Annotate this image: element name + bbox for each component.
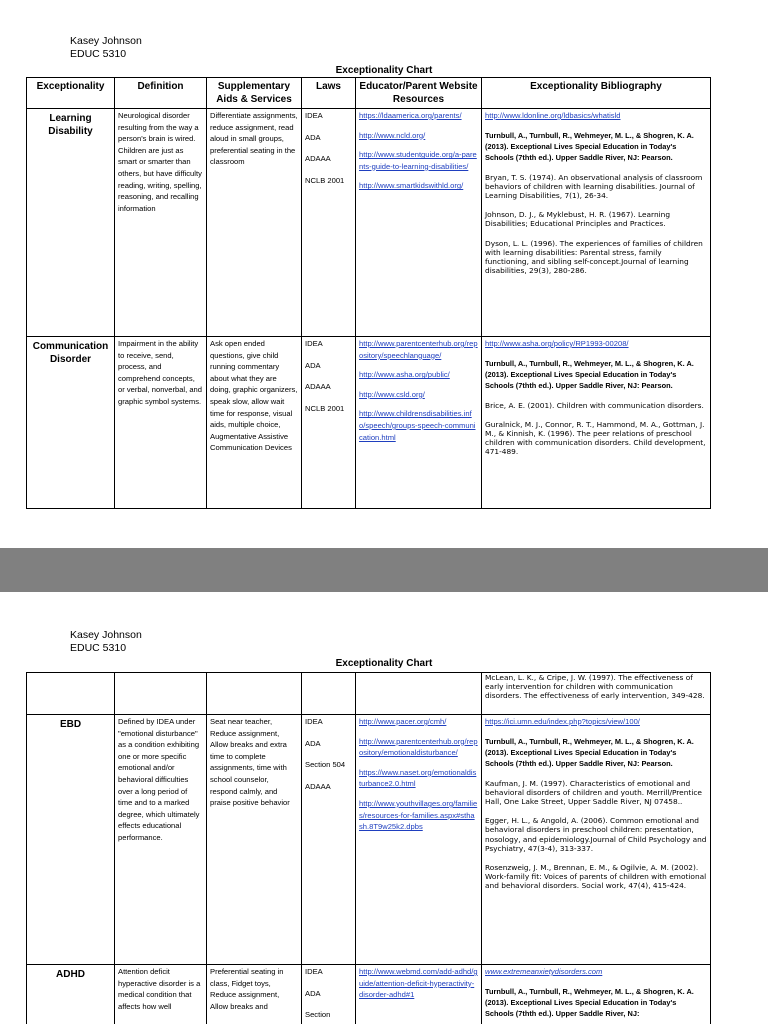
bibliography-entry: Dyson, L. L. (1996). The experiences of families of children with learning disabilities: Parental stress, family functioning, and sibling self-concept.Journal of learning disabilities, 29(3), 280-286. — [485, 238, 703, 276]
column-header: Educator/Parent Website Resources — [356, 78, 482, 109]
chart-title: Exceptionality Chart — [335, 658, 433, 669]
laws-cell: IDEA ADA ADAAA NCLB 2001 — [302, 337, 356, 509]
document-page-2 — [0, 592, 768, 1024]
column-header: Exceptionality Bibliography — [482, 78, 711, 109]
resource-link[interactable]: http://www.smartkidswithld.org/ — [359, 181, 464, 191]
bibliography-entry: Rosenzweig, J. M., Brennan, E. M., & Ogilvie, A. M. (2002). Work-family fit: Voices of parents of children with emotional and behavioral disorders. Social work, 47(4), 415-424. — [485, 863, 707, 891]
author-header — [70, 35, 142, 61]
laws-cell: IDEA ADA Section 504 ADAAA — [302, 715, 356, 965]
resource-link[interactable]: http://www.pacer.org/cmh/ — [359, 717, 447, 726]
bibliography-entry: Guralnick, M. J., Connor, R. T., Hammond, M. A., Gottman, J. M., & Kinnish, K. (1996). The peer relations of preschool children with communication disorders. Child development, 471-489. — [485, 419, 706, 457]
column-header: Supplementary Aids & Services — [207, 78, 302, 109]
author-header — [70, 629, 142, 655]
aids-cell: Seat near teacher, Reduce assignment, Allow breaks and extra time to complete assignments, time with school counselor, respond calmly, and praise positive behavior — [207, 715, 302, 965]
bibliography-link[interactable]: www.extremeanxietydisorders.com — [485, 967, 603, 976]
table-row — [27, 109, 711, 337]
bibliography-link[interactable]: http://www.asha.org/policy/RP1993-00208/ — [485, 339, 629, 348]
bibliography-entry: Turnbull, A., Turnbull, R., Wehmeyer, M. L., & Shogren, K. A. (2013). Exceptional Lives Special Education in Today's Schools (7thth ed.). Upper Saddle River, NJ: Pearson. — [485, 358, 694, 390]
resource-link[interactable]: https://ldaamerica.org/parents/ — [359, 111, 462, 120]
exceptionality-name: ADHD — [27, 965, 115, 1024]
aids-cell: Differentiate assignments, reduce assignment, read aloud in small groups, preferential seating in the classroom — [207, 109, 302, 337]
resources-cell — [356, 109, 482, 337]
author-name: Kasey Johnson — [70, 629, 142, 641]
bibliography-cell — [482, 715, 711, 965]
bibliography-cell — [482, 337, 711, 509]
definition-cell: Impairment in the ability to receive, send, process, and comprehend concepts, or verbal, nonverbal, and graphic symbol systems. — [115, 337, 207, 509]
column-header: Exceptionality — [27, 78, 115, 109]
bibliography-entry: Kaufman, J. M. (1997). Characteristics of emotional and behavioral disorders of children and youth. Merrill/Prentice Hall, One Lake Street, Upper Saddle River, NJ 07458.. — [485, 778, 702, 806]
bibliography-cell — [482, 673, 711, 715]
exceptionality-name: Communication Disorder — [27, 337, 115, 509]
resource-link[interactable]: http://www.asha.org/public/ — [359, 370, 450, 380]
definition-cell: Defined by IDEA under "emotional disturbance" as a condition exhibiting one or more specific emotional and/or behavioral difficulties over a long period of time and to a marked degree, which ultimately effects educational performance. — [115, 715, 207, 965]
author-name: Kasey Johnson — [70, 35, 142, 47]
resource-link[interactable]: http://www.childrensdisabilities.info/speech/groups-speech-communication.html — [359, 409, 476, 442]
definition-cell: Attention deficit hyperactive disorder is a medical condition that affects how well — [115, 965, 207, 1024]
table-row — [27, 337, 711, 509]
resource-link[interactable]: https://www.naset.org/emotionaldisturbance2.0.html — [359, 767, 477, 789]
resource-link[interactable]: http://www.parentcenterhub.org/repository/speechlanguage/ — [359, 339, 478, 360]
bibliography-entry: Turnbull, A., Turnbull, R., Wehmeyer, M. L., & Shogren, K. A. (2013). Exceptional Lives Special Education in Today's Schools (7thth ed.). Upper Saddle River, NJ: Pearson. — [485, 130, 694, 162]
resources-cell — [356, 337, 482, 509]
resource-link[interactable]: http://www.parentcenterhub.org/repository/emotionaldisturbance/ — [359, 736, 478, 758]
definition-cell: Neurological disorder resulting from the way a person's brain is wired. Children are just as smart or smarter than others, but have difficulty reading, writing, spelling, reasoning, and recalling information — [115, 109, 207, 337]
bibliography-entry: Bryan, T. S. (1974). An observational analysis of classroom behaviors of children with learning disabilities. Journal of Learning Disabilities, 7(1), 26-34. — [485, 172, 703, 200]
table-row — [27, 715, 711, 965]
course-code: EDUC 5310 — [70, 48, 127, 60]
table-row — [27, 965, 711, 1024]
resource-link[interactable]: http://www.ncld.org/ — [359, 130, 426, 140]
bibliography-entry: Johnson, D. J., & Myklebust, H. R. (1967). Learning Disabilities; Educational Principles and Practices. — [485, 210, 671, 229]
resources-cell — [356, 715, 482, 965]
bibliography-entry: Turnbull, A., Turnbull, R., Wehmeyer, M. L., & Shogren, K. A. (2013). Exceptional Lives Special Education in Today's Schools (7thth ed.). Upper Saddle River, NJ: Pearson. — [485, 736, 694, 768]
column-header: Laws — [302, 78, 356, 109]
table-row-continued — [27, 673, 711, 715]
laws-cell: IDEA ADA ADAAA NCLB 2001 — [302, 109, 356, 337]
chart-title: Exceptionality Chart — [335, 65, 433, 76]
bibliography-entry: Brice, A. E. (2001). Children with communication disorders. — [485, 400, 704, 410]
resource-link[interactable]: http://www.webmd.com/add-adhd/guide/attention-deficit-hyperactivity-disorder-adhd#1 — [359, 967, 478, 1000]
resources-cell — [356, 965, 482, 1024]
course-code: EDUC 5310 — [70, 642, 127, 654]
bibliography-link[interactable]: https://ici.umn.edu/index.php?topics/view/100/ — [485, 717, 640, 726]
bibliography-entry: Turnbull, A., Turnbull, R., Wehmeyer, M. L., & Shogren, K. A. (2013). Exceptional Lives Special Education in Today's Schools (7thth ed.). Upper Saddle River, NJ: — [485, 986, 694, 1018]
bibliography-entry: McLean, L. K., & Cripe, J. W. (1997). The effectiveness of early intervention for children with communication disorders. The effectiveness of early intervention, 349-428. — [485, 673, 705, 701]
aids-cell: Preferential seating in class, Fidget toys, Reduce assignment, Allow breaks and — [207, 965, 302, 1024]
table-header-row — [27, 78, 711, 109]
exceptionality-table — [26, 77, 711, 509]
laws-cell: IDEA ADA Section — [302, 965, 356, 1024]
bibliography-cell — [482, 109, 711, 337]
bibliography-entry: Egger, H. L., & Angold, A. (2006). Common emotional and behavioral disorders in preschool children: presentation, nosology, and epidemiology.Journal of Child Psychology and Psychiatry, 47(3-4), 313-337. — [485, 816, 707, 853]
bibliography-link[interactable]: http://www.ldonline.org/ldbasics/whatisld — [485, 111, 621, 120]
resource-link[interactable]: http://www.csld.org/ — [359, 389, 425, 399]
resource-link[interactable]: http://www.youthvillages.org/families/resources-for-families.aspx#sthash.8T9w25k2.dpbs — [359, 798, 478, 832]
column-header: Definition — [115, 78, 207, 109]
exceptionality-table — [26, 672, 711, 1024]
exceptionality-name: Learning Disability — [27, 109, 115, 337]
exceptionality-name: EBD — [27, 715, 115, 965]
aids-cell: Ask open ended questions, give child running commentary about what they are doing, graphic organizers, speak slow, allow wait time for response, visual aids, multiple choice, Augmentative Assistive Communication Devices — [207, 337, 302, 509]
resource-link[interactable]: http://www.studentguide.org/a-parents-guide-to-learning-disabilities/ — [359, 150, 477, 171]
bibliography-cell — [482, 965, 711, 1024]
